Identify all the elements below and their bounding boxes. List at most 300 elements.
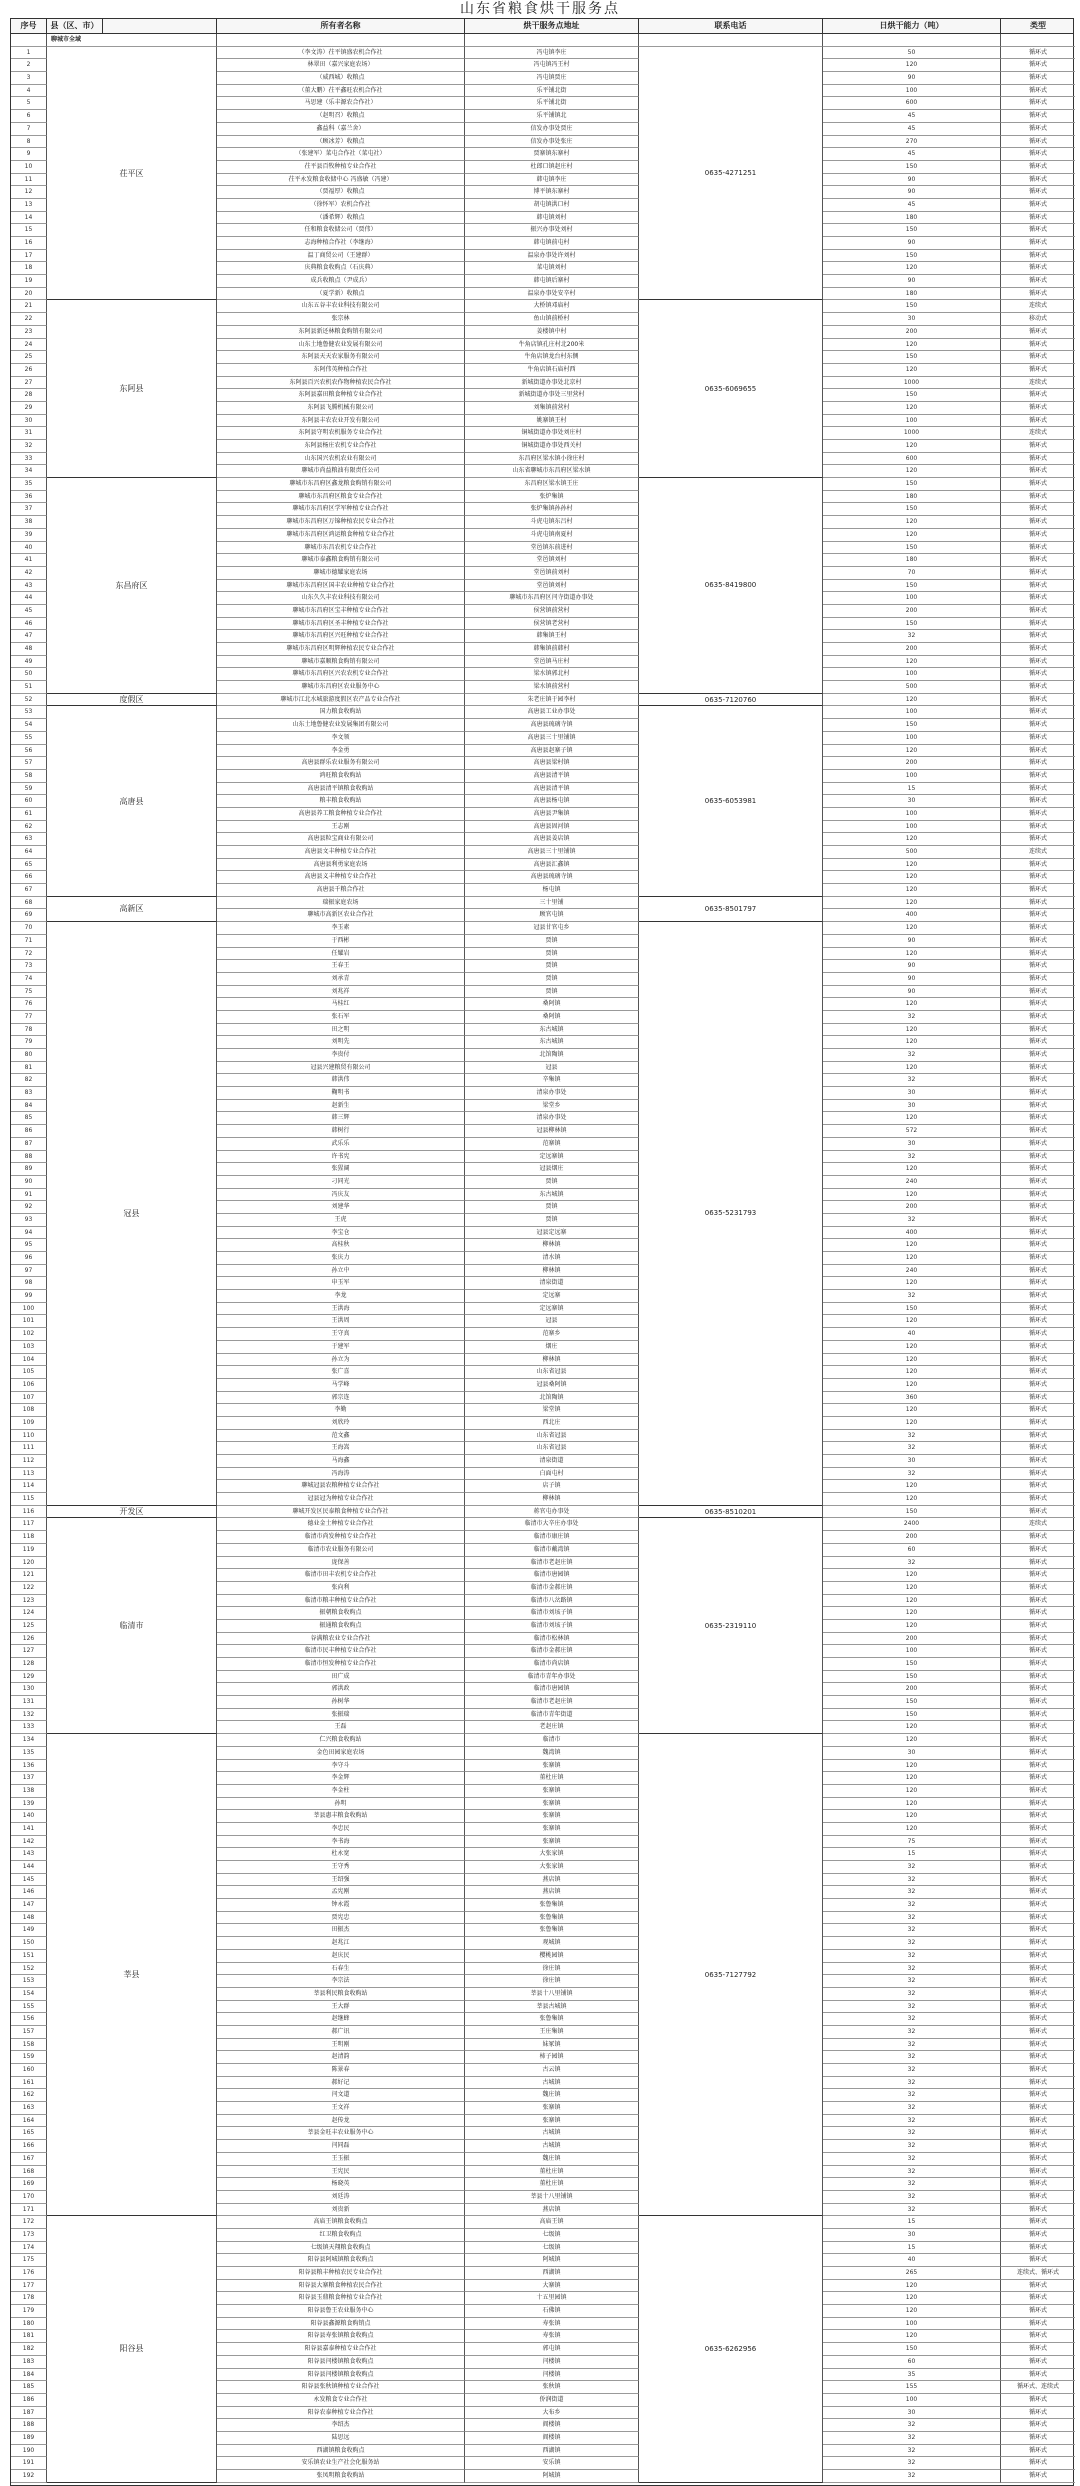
daily-capacity: 120 [823,745,1001,758]
service-address: 博平镇东寨村 [465,186,639,199]
dryer-type: 循环式 [1001,2077,1075,2090]
daily-capacity: 32 [823,2127,1001,2140]
dryer-type: 循环式 [1001,1696,1075,1709]
daily-capacity: 180 [823,554,1001,567]
row-number: 178 [11,2292,47,2305]
dryer-type: 循环式 [1001,2457,1075,2470]
service-address: 冠县定远寨 [465,1227,639,1240]
service-address: 冠县烟庄 [465,1163,639,1176]
row-number: 102 [11,1328,47,1341]
owner-name: 聊城市东昌府区明辉种植农民专业合作社 [217,643,465,656]
daily-capacity: 30 [823,2229,1001,2242]
service-address: 贾镇 [465,948,639,961]
dryer-type: 循环式 [1001,110,1075,123]
header-county: 县（区、市） [47,19,103,33]
dryer-type: 循环式 [1001,1214,1075,1227]
daily-capacity: 120 [823,922,1001,935]
service-address: 临清市老赵庄镇 [465,1696,639,1709]
dryer-type: 循环式 [1001,542,1075,555]
service-address: 侯营镇前营村 [465,605,639,618]
dryer-type: 循环式 [1001,1404,1075,1417]
row-number: 71 [11,935,47,948]
service-address: 东昌府区梁水镇王庄 [465,478,639,491]
daily-capacity: 120 [823,1112,1001,1125]
service-address: 辛集镇 [465,1074,639,1087]
daily-capacity: 32 [823,2039,1001,2052]
owner-name: 临清市田丰农机专业合作社 [217,1569,465,1582]
service-address: 张寨镇 [465,1798,639,1811]
owner-name: 王守秀 [217,1861,465,1874]
owner-name: 孙明 [217,1798,465,1811]
service-address: 七级镇 [465,2229,639,2242]
blank-cell [465,34,639,47]
owner-name: 阳谷县鑫源粮食购销点 [217,2318,465,2331]
county-name: 东昌府区 [47,478,217,694]
table-header [10,18,1074,34]
owner-name: 闫同磊 [217,2140,465,2153]
dryer-type: 循环式 [1001,2178,1075,2191]
service-address: 山东省冠县 [465,1366,639,1379]
service-address: 东古城镇 [465,1036,639,1049]
owner-name: 张向利 [217,1582,465,1595]
daily-capacity: 90 [823,186,1001,199]
service-address: 冠县柳林镇 [465,1125,639,1138]
dryer-type: 循环式 [1001,1899,1075,1912]
owner-name: 冠县兴建粮贸有限公司 [217,1062,465,1075]
daily-capacity: 200 [823,326,1001,339]
dryer-type: 循环式 [1001,1950,1075,1963]
owner-name: 李文领 [217,732,465,745]
row-number: 78 [11,1024,47,1037]
service-address: 顾官屯镇 [465,909,639,922]
row-number: 19 [11,275,47,288]
row-number: 152 [11,1963,47,1976]
dryer-type: 循环式 [1001,1315,1075,1328]
county-name: 东阿县 [47,300,217,478]
row-number: 84 [11,1100,47,1113]
service-address: 临清市金郝庄镇 [465,1582,639,1595]
owner-name: 孙树华 [217,1696,465,1709]
dryer-type: 循环式 [1001,1354,1075,1367]
daily-capacity: 120 [823,1760,1001,1773]
daily-capacity: 100 [823,668,1001,681]
dryer-type: 循环式 [1001,1848,1075,1861]
service-address: 冠县 [465,1062,639,1075]
daily-capacity: 40 [823,1328,1001,1341]
owner-name: 赵新生 [217,1100,465,1113]
service-address: 高唐县汇鑫镇 [465,859,639,872]
service-address: 梁水镇前营村 [465,681,639,694]
owner-name: 孙立为 [217,1354,465,1367]
owner-name: 谷满粮农业专业合作社 [217,1633,465,1646]
service-address: 西湖镇 [465,2267,639,2280]
daily-capacity: 150 [823,300,1001,313]
row-number: 17 [11,250,47,263]
service-address: 东昌府区梁水镇小徐庄村 [465,453,639,466]
dryer-type: 循环式 [1001,174,1075,187]
service-address: 堂邑镇刘村 [465,580,639,593]
row-number: 47 [11,630,47,643]
daily-capacity: 120 [823,262,1001,275]
dryer-type: 循环式 [1001,1658,1075,1671]
service-address: 董杜庄镇 [465,2166,639,2179]
dryer-type: 循环式 [1001,1721,1075,1734]
daily-capacity: 120 [823,859,1001,872]
dryer-type: 循环式 [1001,136,1075,149]
owner-name: 金色田园家庭农场 [217,1747,465,1760]
row-number: 140 [11,1810,47,1823]
daily-capacity: 265 [823,2267,1001,2280]
service-address: 山东省冠县 [465,1430,639,1443]
dryer-type: 循环式 [1001,770,1075,783]
dryer-type: 循环式 [1001,1011,1075,1024]
owner-name: 张振瑞 [217,1709,465,1722]
header-spacer [103,19,217,33]
row-number: 103 [11,1341,47,1354]
owner-name: 临清市粮丰种植专业合作社 [217,1595,465,1608]
owner-name: 冯庆友 [217,1189,465,1202]
daily-capacity: 500 [823,681,1001,694]
dryer-type: 循环式 [1001,1937,1075,1950]
owner-name: 阳谷县鲁王农业服务中心 [217,2305,465,2318]
owner-name: 东阿县嘉田粮食种植专业合作社 [217,389,465,402]
dryer-type: 循环式 [1001,2470,1075,2483]
service-address: 韩屯镇李庄 [465,174,639,187]
service-address: 张寨镇 [465,1823,639,1836]
daily-capacity: 32 [823,2064,1001,2077]
daily-capacity: 120 [823,1404,1001,1417]
row-number: 55 [11,732,47,745]
daily-capacity: 30 [823,313,1001,326]
daily-capacity: 120 [823,1734,1001,1747]
daily-capacity: 150 [823,224,1001,237]
dryer-type: 循环式 [1001,1798,1075,1811]
daily-capacity: 90 [823,237,1001,250]
service-address: 斗虎屯镇东吕村 [465,516,639,529]
owner-name: 张广喜 [217,1366,465,1379]
daily-capacity: 120 [823,1595,1001,1608]
owner-name: 李贵付 [217,1049,465,1062]
dryer-type: 循环式 [1001,1582,1075,1595]
service-address: 徐庄镇 [465,1975,639,1988]
dryer-type: 循环式 [1001,1239,1075,1252]
service-address: 冠县 [465,1315,639,1328]
row-number: 26 [11,364,47,377]
daily-capacity: 120 [823,402,1001,415]
owner-name: 庆典粮食收购点（石庆典） [217,262,465,275]
dryer-type: 循环式 [1001,1645,1075,1658]
header-phone: 联系电话 [639,19,823,33]
owner-name: 高唐县义丰种植专业合作社 [217,871,465,884]
daily-capacity: 30 [823,795,1001,808]
service-address: 北馆陶镇 [465,1392,639,1405]
service-address: 张寨镇 [465,1785,639,1798]
daily-capacity: 120 [823,364,1001,377]
owner-name: 刘廷涛 [217,2191,465,2204]
daily-capacity: 150 [823,250,1001,263]
service-address: 温泉办事处许刘村 [465,250,639,263]
dryer-type: 循环式 [1001,288,1075,301]
owner-name: 林翠田（嘉兴家庭农场） [217,59,465,72]
daily-capacity: 100 [823,85,1001,98]
service-address: 贾镇 [465,973,639,986]
owner-name: 王虎 [217,1214,465,1227]
daily-capacity: 120 [823,1620,1001,1633]
dryer-type: 循环式 [1001,224,1075,237]
contact-phone: 0635-6069655 [639,300,823,478]
row-number: 187 [11,2407,47,2420]
daily-capacity: 150 [823,1709,1001,1722]
owner-name: 东阿县丰农农业开发有限公司 [217,415,465,428]
row-number: 80 [11,1049,47,1062]
service-address: 新城街道办事处北京村 [465,377,639,390]
service-address: 柳林镇 [465,1354,639,1367]
row-number: 12 [11,186,47,199]
daily-capacity: 32 [823,2191,1001,2204]
service-address: 燕店镇 [465,2204,639,2217]
service-address: 临清市八岔路镇 [465,1595,639,1608]
owner-name: 李玉素 [217,922,465,935]
daily-capacity: 150 [823,161,1001,174]
service-address: 魏庄镇 [465,2089,639,2102]
dryer-type: 循环式 [1001,2305,1075,2318]
service-address: 张寨镇 [465,2115,639,2128]
daily-capacity: 360 [823,1392,1001,1405]
service-address: 董杜庄镇 [465,1772,639,1785]
daily-capacity: 15 [823,1848,1001,1861]
service-address: 大桥镇邓庙村 [465,300,639,313]
dryer-type: 循环式 [1001,1544,1075,1557]
row-number: 79 [11,1036,47,1049]
dryer-type: 循环式 [1001,1265,1075,1278]
daily-capacity: 120 [823,1607,1001,1620]
service-address: 聊城市东昌府区闫寺街道办事处 [465,592,639,605]
service-address: 朱老庄镇于园李村 [465,694,639,707]
daily-capacity: 120 [823,1772,1001,1785]
owner-name: 赵清韵 [217,2051,465,2064]
service-address: 侯营镇老营村 [465,618,639,631]
dryer-type: 循环式 [1001,706,1075,719]
daily-capacity: 150 [823,503,1001,516]
row-number: 184 [11,2369,47,2382]
header-type: 类型 [1030,21,1046,30]
owner-name: 田广成 [217,1671,465,1684]
dryer-type: 循环式 [1001,339,1075,352]
daily-capacity: 90 [823,935,1001,948]
daily-capacity: 500 [823,846,1001,859]
contact-phone: 0635-8510201 [639,1506,823,1519]
daily-capacity: 60 [823,2356,1001,2369]
service-address: 寿张镇 [465,2330,639,2343]
dryer-type: 循环式 [1001,1683,1075,1696]
row-number: 31 [11,427,47,440]
dryer-type: 移动式 [1001,313,1075,326]
dryer-type: 循环式 [1001,1506,1075,1519]
daily-capacity: 32 [823,1950,1001,1963]
row-number: 36 [11,491,47,504]
service-address: 山东省聊城市东昌府区梁水镇 [465,465,639,478]
service-address: 乐平铺镇北 [465,110,639,123]
service-address: 闫楼镇 [465,2356,639,2369]
service-address: 高唐县杨屯镇 [465,795,639,808]
row-number: 35 [11,478,47,491]
row-number: 4 [11,85,47,98]
dryer-type: 循环式 [1001,2051,1075,2064]
daily-capacity: 120 [823,1810,1001,1823]
row-number: 76 [11,998,47,1011]
row-number: 131 [11,1696,47,1709]
owner-name: 张宗林 [217,313,465,326]
dryer-type: 循环式 [1001,1112,1075,1125]
header-address: 烘干服务点地址 [465,19,639,33]
service-address: 燕店镇 [465,1886,639,1899]
service-address: 张寨镇 [465,1836,639,1849]
dryer-type: 循环式 [1001,2216,1075,2229]
dryer-type: 循环式 [1001,859,1075,872]
dryer-type: 循环式 [1001,2026,1075,2039]
daily-capacity: 120 [823,1582,1001,1595]
owner-name: 聊城市德耀家庭农场 [217,567,465,580]
service-address: 清泉街道 [465,1455,639,1468]
daily-capacity: 32 [823,2001,1001,2014]
row-number: 168 [11,2166,47,2179]
daily-capacity: 120 [823,59,1001,72]
daily-capacity: 120 [823,1354,1001,1367]
owner-name: 东阿县杨庄农机专业合作社 [217,440,465,453]
dryer-type: 循环式 [1001,1277,1075,1290]
owner-name: 聊城市东昌府区万锦种植农民专业合作社 [217,516,465,529]
service-address: 古城镇 [465,2140,639,2153]
daily-capacity: 120 [823,465,1001,478]
owner-name: 孟宪刚 [217,1886,465,1899]
service-address: 高唐县工业办事处 [465,706,639,719]
row-number: 161 [11,2077,47,2090]
owner-name: 聊城开发区民泰粮食种植专业合作社 [217,1506,465,1519]
row-number: 137 [11,1772,47,1785]
row-number: 107 [11,1392,47,1405]
row-number: 87 [11,1138,47,1151]
owner-name: 郭宗连 [217,1392,465,1405]
owner-name: 东阿县天天农家服务有限公司 [217,351,465,364]
daily-capacity: 120 [823,516,1001,529]
service-address: 樱桃园镇 [465,1950,639,1963]
row-number: 23 [11,326,47,339]
owner-name: 王洪周 [217,1315,465,1328]
owner-name: 高唐县群乐农业服务有限公司 [217,757,465,770]
row-number: 10 [11,161,47,174]
dryer-type: 循环式 [1001,503,1075,516]
daily-capacity: 120 [823,2292,1001,2305]
dryer-type: 循环式 [1001,1861,1075,1874]
dryer-type: 循环式 [1001,1176,1075,1189]
service-address: 临清市刘垓子镇 [465,1607,639,1620]
dryer-type: 循环式 [1001,1709,1075,1722]
service-address: 牛角店镇孔庄村北200米 [465,339,639,352]
dryer-type: 连续式 [1001,846,1075,859]
owner-name: 马思建（乐丰源农合作社） [217,97,465,110]
row-number: 170 [11,2191,47,2204]
blank-cell [823,34,1001,47]
daily-capacity: 15 [823,2216,1001,2229]
service-address: 魏庄镇 [465,2153,639,2166]
row-number: 138 [11,1785,47,1798]
dryer-type: 循环式 [1001,364,1075,377]
owner-name: 王绍强 [217,1874,465,1887]
owner-name: 阳谷县闫楼镇粮食收购点 [217,2356,465,2369]
daily-capacity: 120 [823,1163,1001,1176]
row-number: 32 [11,440,47,453]
daily-capacity: 200 [823,605,1001,618]
dryer-type: 循环式 [1001,935,1075,948]
dryer-type: 循环式 [1001,732,1075,745]
service-address: 高唐县琉璃寺镇 [465,719,639,732]
daily-capacity: 32 [823,1214,1001,1227]
daily-capacity: 120 [823,1062,1001,1075]
row-number: 177 [11,2280,47,2293]
daily-capacity: 572 [823,1125,1001,1138]
dryer-type: 循环式 [1001,567,1075,580]
owner-name: 范文鑫 [217,1430,465,1443]
service-address: 临清市 [465,1734,639,1747]
daily-capacity: 30 [823,2407,1001,2420]
service-address: 振兴办事处刘村 [465,224,639,237]
row-number: 130 [11,1683,47,1696]
row-number: 43 [11,580,47,593]
service-address: 乐平铺北街 [465,97,639,110]
owner-name: 李守斗 [217,1760,465,1773]
service-address: 高唐县姜店镇 [465,833,639,846]
dryer-type: 循环式 [1001,2254,1075,2267]
dryer-type: 循环式 [1001,757,1075,770]
owner-name: 鑫益科（嘉兰舍） [217,123,465,136]
service-address: 定远寨 [465,1290,639,1303]
owner-name: 聊城市东昌府区兴农农机专业合作社 [217,668,465,681]
dryer-type: 循环式 [1001,2369,1075,2382]
row-number: 34 [11,465,47,478]
owner-name: 仁兴粮食收购站 [217,1734,465,1747]
row-number: 156 [11,2013,47,2026]
daily-capacity: 150 [823,542,1001,555]
daily-capacity: 32 [823,1963,1001,1976]
dryer-type: 循环式 [1001,250,1075,263]
dryer-type: 循环式 [1001,1303,1075,1316]
daily-capacity: 150 [823,1506,1001,1519]
daily-capacity: 100 [823,821,1001,834]
owner-name: 临清市农业服务有限公司 [217,1544,465,1557]
daily-capacity: 90 [823,174,1001,187]
daily-capacity: 120 [823,833,1001,846]
daily-capacity: 400 [823,909,1001,922]
owner-name: 陆思远 [217,2432,465,2445]
dryer-type: 循环式 [1001,1417,1075,1430]
row-number: 121 [11,1569,47,1582]
row-number: 159 [11,2051,47,2064]
owner-name: 李绍杰 [217,2419,465,2432]
dryer-type: 循环式 [1001,884,1075,897]
daily-capacity: 32 [823,1430,1001,1443]
row-number: 101 [11,1315,47,1328]
service-address: 莘县十八里铺镇 [465,1988,639,2001]
service-address: 蒋官屯办事处 [465,1506,639,1519]
row-number: 66 [11,871,47,884]
service-address: 临清市唐园镇 [465,1683,639,1696]
row-number: 108 [11,1404,47,1417]
row-number: 50 [11,668,47,681]
daily-capacity: 150 [823,389,1001,402]
owner-name: 田之明 [217,1024,465,1037]
row-number: 192 [11,2470,47,2483]
owner-name: 刘承青 [217,973,465,986]
